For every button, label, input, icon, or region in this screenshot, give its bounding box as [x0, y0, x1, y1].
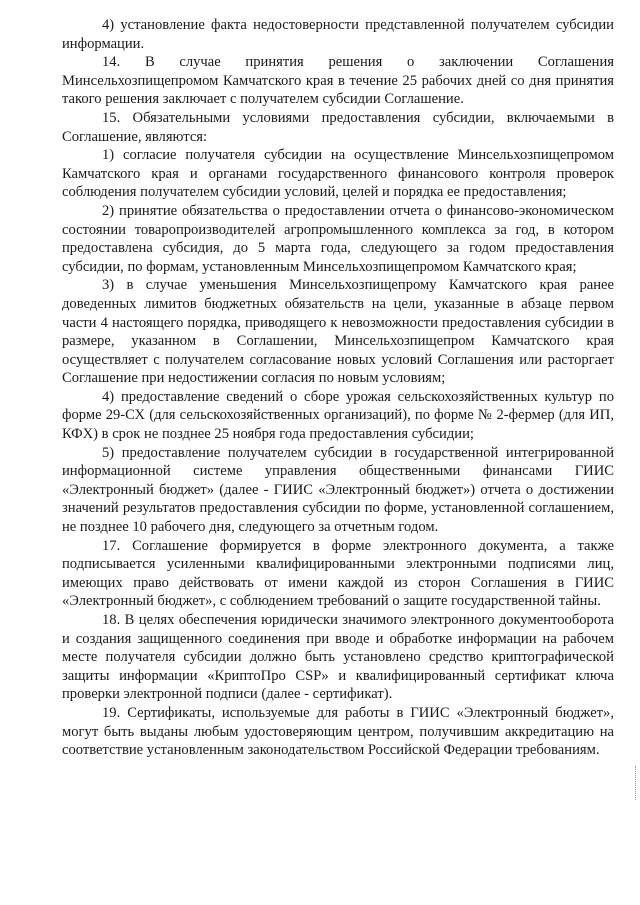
paragraph-17-electronic-form: 17. Соглашение формируется в форме электронного документа, а также подписывается усиленными квалифицированными электронными подписями лиц, имеющих право действовать от имени каждой из сторон Соглашения в ГИИС «Электронный бюджет», с соблюдением требований о защите государственной тайны.	[62, 537, 614, 610]
scan-edge-mark	[635, 766, 637, 800]
paragraph-18-crypto-protection: 18. В целях обеспечения юридически значимого электронного документооборота и создания защищенного соединения при вводе и обработке информации на рабочем месте получателя субсидии должно быть установлено средство криптографической защиты информации «КриптоПро CSP» и квалифицированный сертификат ключа проверки электронной подписи (далее - сертификат).	[62, 612, 614, 703]
paragraph-15-item-2: 2) принятие обязательства о предоставлении отчета о финансово-экономическом состоянии товаропроизводителей агропромышленного комплекса за год, в котором предоставлена субсидия, до 5 марта года, следующего за годом предоставления субсидии, по формам, установленным Минсельхозпищепромом Камчатского края;	[62, 202, 614, 275]
paragraph-15-item-4: 4) предоставление сведений о сборе урожая сельскохозяйственных культур по форме 29-СХ (для сельскохозяйственных организаций), по форме № 2-фермер (для ИП, КФХ) в срок не позднее 25 ноября года предоставления субсидии;	[62, 388, 614, 443]
paragraph-14-agreement-decision: 14. В случае принятия решения о заключении Соглашения Минсельхозпищепромом Камчатского края в течение 25 рабочих дней со дня принятия такого решения заключает с получателем субсидии Соглашение.	[62, 54, 614, 108]
paragraph-15-item-1: 1) согласие получателя субсидии на осуществление Минсельхозпищепромом Камчатского края и органами государственного финансового контроля проверок соблюдения получателем субсидии условий, целей и порядка ее предоставления;	[62, 147, 614, 201]
paragraph-15-mandatory-conditions: 15. Обязательными условиями предоставления субсидии, включаемыми в Соглашение, являются:	[62, 109, 614, 145]
document-body	[62, 16, 614, 760]
paragraph-15-item-5: 5) предоставление получателем субсидии в государственной интегрированной информационной системе управления общественными финансами ГИИС «Электронный бюджет» (далее - ГИИС «Электронный бюджет») отчета о достижении значений результатов предоставления субсидии по форме, установленной соглашением, не позднее 10 рабочего дня, следующего за отчетным годом.	[62, 444, 614, 536]
paragraph-15-item-3: 3) в случае уменьшения Минсельхозпищепрому Камчатского края ранее доведенных лимитов бюджетных обязательств на цели, указанные в абзаце первом части 4 настоящего порядка, приводящего к невозможности предоставления субсидии в размере, указанном в Соглашении, Минсельхозпищепром Камчатского края осуществляет с получателем согласование новых условий Соглашения или расторгает Соглашение при недостижении согласия по новым условиям;	[62, 277, 614, 387]
paragraph-19-certificates: 19. Сертификаты, используемые для работы в ГИИС «Электронный бюджет», могут быть выданы любым удостоверяющим центром, получившим аккредитацию на соответствие установленным законодательством Российской Федерации требованиям.	[62, 704, 614, 759]
paragraph-item-4-falsity: 4) установление факта недостоверности представленной получателем субсидии информации.	[62, 17, 614, 52]
